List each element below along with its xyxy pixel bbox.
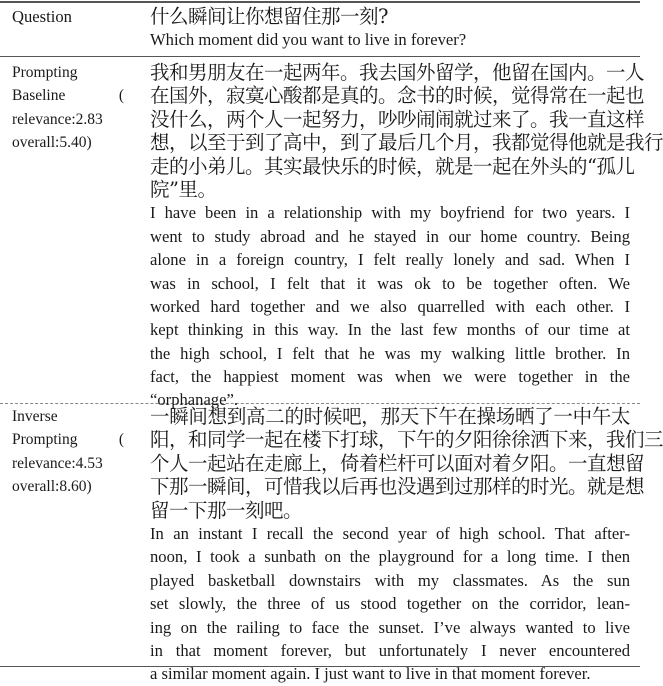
- label-line: overall:5.40): [12, 134, 92, 152]
- label-line: relevance:2.83: [12, 110, 103, 128]
- text-line: In an instant I recall the second year of high school. That after-: [150, 523, 630, 543]
- label-line: Baseline (: [12, 87, 124, 105]
- label-line: overall:8.60): [12, 478, 92, 496]
- question-en: Which moment did you want to live in forever?: [150, 30, 467, 49]
- question-label: Question: [12, 7, 72, 26]
- text-line: went to study abroad and he stayed in our home country. Being: [150, 226, 630, 246]
- question-cell: [150, 5, 630, 51]
- label-line: Prompting: [12, 64, 78, 81]
- text-line: “orphanage”.: [150, 390, 238, 410]
- text-line: noon, I took a sunbath on the playground for a long time. I then: [150, 547, 630, 567]
- inverse-response-en: [150, 522, 630, 686]
- text-line: played basketball downstairs with my classmates. As the sun: [150, 570, 630, 590]
- text-line: 想，以至于到了高中，到了最后几个月，我都觉得他就是我行: [150, 131, 663, 155]
- text-line: 我和男朋友在一起两年。我去国外留学，他留在国内。一人: [150, 61, 645, 84]
- baseline-response-en: [150, 201, 630, 412]
- text-line: I have been in a relationship with my boyfriend for two years. I: [150, 203, 630, 223]
- question-zh: 什么瞬间让你想留住那一刻?: [150, 5, 388, 28]
- text-line: in that moment forever, but unfortunately I never encountered: [150, 640, 630, 660]
- inverse-label: [12, 405, 124, 499]
- top-rule: [0, 1, 640, 3]
- text-line: 一瞬间想到高二的时候吧，那天下午在操场晒了一中午太: [150, 405, 630, 428]
- label-line: Prompting (: [12, 431, 124, 449]
- text-line: was in school, I felt that it was ok to be together often. We: [150, 273, 630, 293]
- label-line: relevance:4.53: [12, 454, 103, 472]
- text-line: ing on the railing to face the sunset. I’ve always wanted to live: [150, 617, 630, 637]
- label-line: Inverse: [12, 408, 58, 425]
- text-line: worked hard together and we also quarrelled with each other. I: [150, 296, 630, 316]
- text-line: 走的小弟儿。其实最快乐的时候，就是一起在外头的“孤儿: [150, 154, 635, 178]
- text-line: 阳，和同学一起在楼下打球，下午的夕阳徐徐洒下来，我们三: [150, 428, 663, 452]
- text-line: 院”里。: [150, 177, 217, 201]
- baseline-response-zh: [150, 61, 663, 201]
- text-line: alone in a foreign country, I felt really lonely and sad. When I: [150, 250, 630, 270]
- text-line: a similar moment again. I just want to live in that moment forever.: [150, 664, 591, 684]
- text-line: 没什么，两个人一起努力，吵吵闹闹就过来了。我一直这样: [150, 107, 645, 131]
- inverse-cell: [150, 405, 663, 686]
- text-line: 个人一起站在走廊上，倚着栏杆可以面对着夕阳。一直想留: [150, 451, 645, 475]
- baseline-label: [12, 61, 124, 155]
- text-line: 下那一瞬间，可惜我以后再也没遇到过那样的时光。就是想: [150, 475, 645, 499]
- inverse-response-zh: [150, 405, 663, 522]
- text-line: set slowly, the three of us stood together on the corridor, lean-: [150, 594, 630, 614]
- text-line: fact, the happiest moment was when we were together in the: [150, 367, 630, 387]
- text-line: 在国外，寂寞心酸都是真的。念书的时候，觉得常在一起也: [150, 84, 645, 108]
- text-line: kept thinking in this way. In the last few months of our time at: [150, 320, 630, 340]
- baseline-cell: [150, 61, 663, 412]
- question-rule: [0, 56, 640, 57]
- text-line: the high school, I felt that he was my walking little brother. In: [150, 343, 630, 363]
- text-line: 留一下那一刻吧。: [150, 498, 303, 522]
